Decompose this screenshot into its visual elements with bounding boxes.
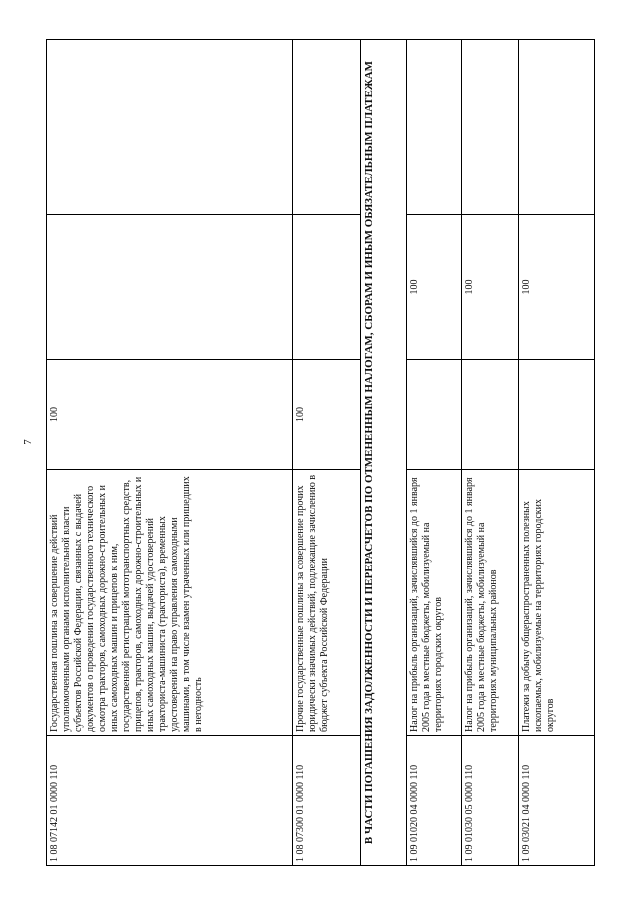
section-header-row bbox=[361, 40, 407, 866]
percent-cell: 100 bbox=[519, 215, 595, 360]
kbk-code: 1 08 07142 01 0000 110 bbox=[47, 736, 293, 866]
table-row bbox=[407, 40, 462, 866]
revenue-name: Налог на прибыль организаций, зачислявшийся до 1 января 2005 года в местные бюджеты, мобилизуемый на территориях городских округов bbox=[407, 470, 462, 736]
document-table-wrapper bbox=[46, 40, 594, 866]
revenue-name: Государственная пошлина за совершение действий уполномоченными органами исполнительной власти субъектов Российской Федерации, связанных с выдачей документов о проведении государственного технического осмотра тракторов, самоходных дорожно-строительных и иных самоходных машин и прицепов к ним, государственной регистрацией мототранспортных средств, прицепов, тракторов, самоходных дорожно-строительных и иных самоходных машин, выдачей удостоверений тракториста-машиниста (тракториста), временных удостоверений на право управления самоходными машинами, в том числе взамен утраченных или пришедших в негодность bbox=[47, 470, 293, 736]
section-title: В ЧАСТИ ПОГАШЕНИЯ ЗАДОЛЖЕННОСТИ И ПЕРЕРАСЧЕТОВ ПО ОТМЕНЕННЫМ НАЛОГАМ, СБОРАМ И ИНЫМ ОБЯЗАТЕЛЬНЫМ ПЛАТЕЖАМ bbox=[361, 40, 407, 866]
percent-cell bbox=[293, 215, 361, 360]
percent-cell bbox=[293, 40, 361, 215]
revenue-name: Налог на прибыль организаций, зачислявшийся до 1 января 2005 года в местные бюджеты, мобилизуемый на территориях муниципальных районов bbox=[462, 470, 519, 736]
kbk-code: 1 08 07300 01 0000 110 bbox=[293, 736, 361, 866]
kbk-code: 1 09 01030 05 0000 110 bbox=[462, 736, 519, 866]
percent-cell bbox=[407, 360, 462, 470]
table-row bbox=[519, 40, 595, 866]
revenue-name: Платежи за добычу общераспространенных полезных ископаемых, мобилизуемые на территориях городских округов bbox=[519, 470, 595, 736]
percent-cell: 100 bbox=[407, 215, 462, 360]
percent-cell: 100 bbox=[293, 360, 361, 470]
percent-cell bbox=[407, 40, 462, 215]
percent-cell: 100 bbox=[47, 360, 293, 470]
page-number: 7 bbox=[22, 439, 34, 445]
kbk-code: 1 09 01020 04 0000 110 bbox=[407, 736, 462, 866]
percent-cell bbox=[519, 40, 595, 215]
percent-cell bbox=[462, 40, 519, 215]
revenue-distribution-table bbox=[46, 39, 595, 866]
percent-cell bbox=[519, 360, 595, 470]
revenue-name: Прочие государственные пошлины за совершение прочих юридически значимых действий, подлежащие зачислению в бюджет субъекта Российской Федерации bbox=[293, 470, 361, 736]
percent-cell bbox=[47, 40, 293, 215]
table-row bbox=[293, 40, 361, 866]
percent-cell bbox=[462, 360, 519, 470]
table-row bbox=[462, 40, 519, 866]
kbk-code: 1 09 03021 04 0000 110 bbox=[519, 736, 595, 866]
table-row bbox=[47, 40, 293, 866]
percent-cell bbox=[47, 215, 293, 360]
percent-cell: 100 bbox=[462, 215, 519, 360]
